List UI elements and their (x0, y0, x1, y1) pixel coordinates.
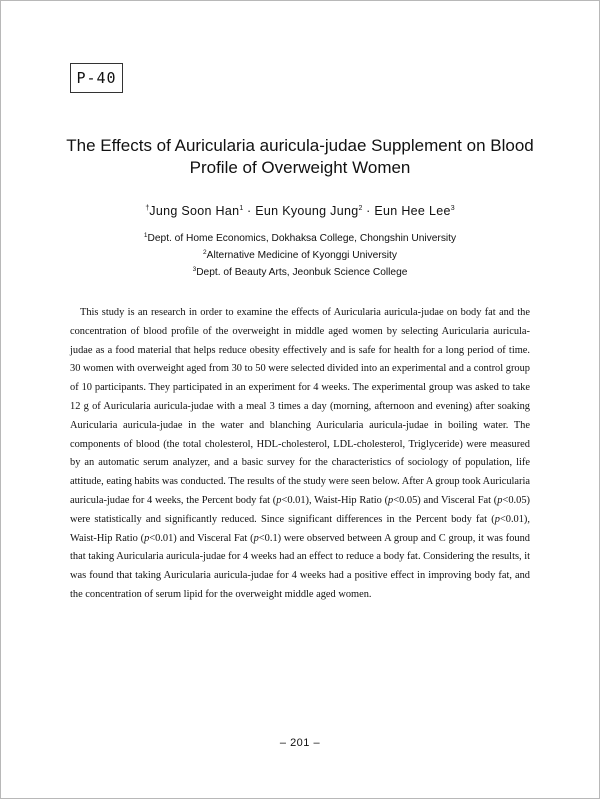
author-name: Jung Soon Han (149, 204, 240, 218)
p-value-symbol: p (494, 513, 500, 525)
author-separator: · (362, 204, 375, 218)
abstract-text: <0.01), Waist-Hip Ratio ( (70, 513, 530, 544)
abstract-text: <0.01) and Visceral Fat ( (149, 532, 254, 544)
author-list (40, 204, 560, 218)
abstract-text: <0.01), Waist-Hip Ratio ( (281, 494, 389, 506)
title-line-2: Profile of Overweight Women (189, 158, 411, 177)
affiliation-text: Alternative Medicine of Kyonggi University (206, 250, 397, 261)
poster-label: P-40 (70, 63, 123, 93)
abstract-text: <0.05) and Visceral Fat ( (393, 494, 498, 506)
author-name: Eun Hee Lee (374, 204, 451, 218)
abstract-text: This study is an research in order to examine the effects of Auricularia auricula-judae on body fat and the concentration of blood profile of the overweight in middle aged women by selecting Auricularia auricula-judae as a food material that helps reduce obesity effectively and is safe for health for a long period of time. 30 women with overweight aged from 30 to 50 were selected divided into an experimental and a control group of 10 participants. They participated in an experiment for 4 weeks. The experimental group was asked to take 12 g of Auricularia auricula-judae with a meal 3 times a day (morning, afternoon and evening) after soaking Auricularia auricula-judae in the water and blanching Auricularia auricula-judae in boiling water. The components of blood (the total cholesterol, HDL-cholesterol, LDL-cholesterol, Triglyceride) were measured by an automatic serum analyzer, and a basic survey for the characteristics of sociology of population, life attitude, eating habits was conducted. The results of the study were seen below. After A group took Auricularia auricula-judae for 4 weeks, the Percent body fat ( (70, 307, 530, 506)
affiliation-number: 3 (192, 266, 197, 273)
affiliation-line (40, 229, 560, 246)
affiliations (40, 229, 560, 280)
author-name: Eun Kyoung Jung (255, 204, 359, 218)
affiliation-line (40, 246, 560, 263)
author-affil-mark: 3 (450, 205, 455, 212)
p-value-symbol: p (253, 532, 259, 544)
p-value-symbol: p (144, 532, 150, 544)
affiliation-line (40, 263, 560, 280)
p-value-symbol: p (388, 494, 394, 506)
page-number: – 201 – (279, 737, 321, 749)
affiliation-text: Dept. of Home Economics, Dokhaksa College, Chongshin University (147, 233, 457, 244)
p-value-symbol: p (497, 494, 503, 506)
p-value-symbol: p (276, 494, 282, 506)
title-line-1: The Effects of Auricularia auricula-judae Supplement on Blood (66, 136, 534, 155)
affiliation-text: Dept. of Beauty Arts, Jeonbuk Science College (196, 267, 408, 278)
author-separator: · (243, 204, 256, 218)
corresponding-dagger: † (145, 205, 150, 212)
abstract-text: <0.05) were statistically and significantly reduced. Since significant differences in the Percent body fat ( (70, 494, 530, 525)
affiliation-number: 2 (203, 249, 207, 256)
abstract-paragraph (70, 304, 530, 605)
paper-title (40, 135, 560, 179)
author-affil-mark: 2 (358, 205, 363, 212)
author-affil-mark: 1 (239, 205, 244, 212)
abstract-text: <0.1) were observed between A group and C group, it was found that taking Auricularia auricula-judae for 4 weeks had an effect to reduce a body fat. Considering the results, it was found that taking Auricularia auricula-judae for 4 weeks had a positive effect in improving body fat, and the concentration of serum lipid for the overweight middle aged women. (70, 532, 530, 600)
affiliation-number: 1 (143, 232, 148, 239)
